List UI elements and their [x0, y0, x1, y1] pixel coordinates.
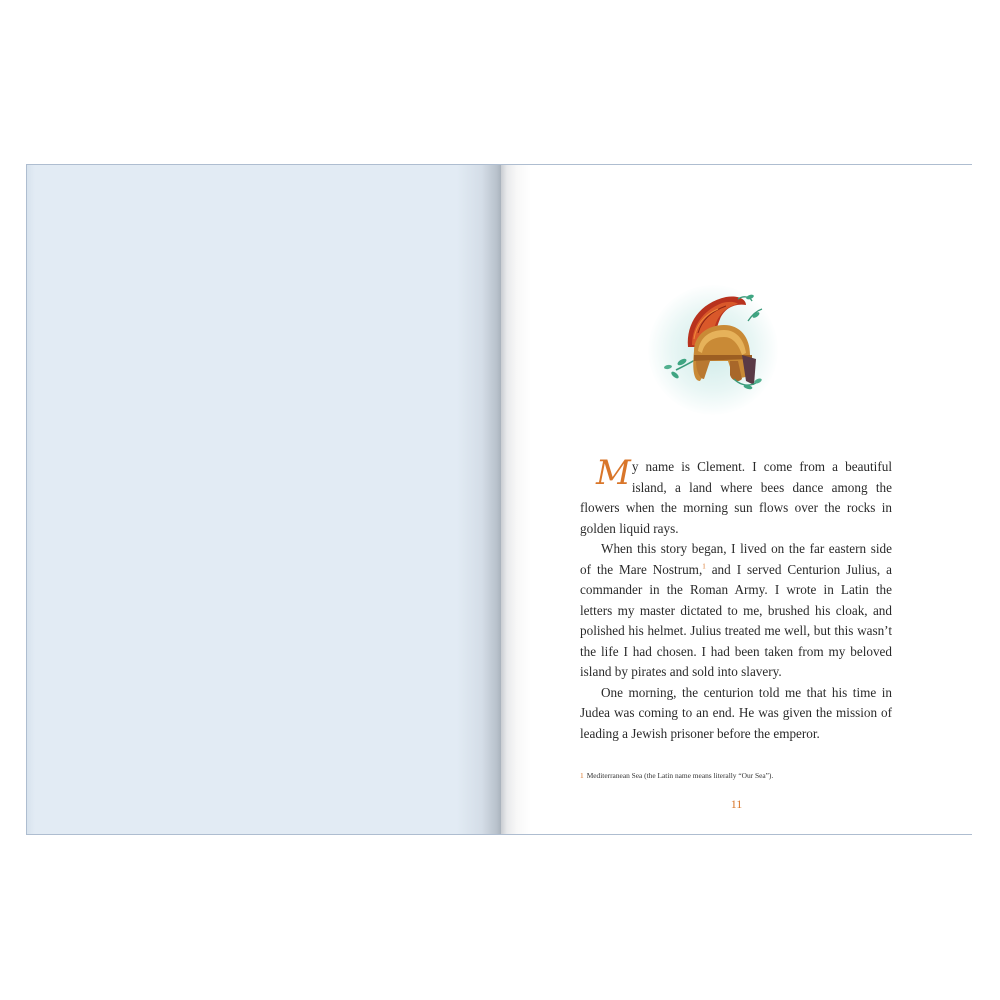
footnote-text: Mediterranean Sea (the Latin name means literally “Our Sea”).: [586, 771, 774, 780]
left-page-blank: [27, 165, 501, 834]
paragraph-2-text-b: and I served Centurion Julius, a commander in the Roman Army. I wrote in Latin the letters my master dictated to me, brushed his cloak, and polished his helmet. Julius treated me well, but this wasn’t the life I had chosen. I had been taken from my beloved island by pirates and sold into slavery.: [580, 561, 893, 679]
paragraph-3: One morning, the centurion told me that his time in Judea was coming to an end. He was given the mission of leading a Jewish prisoner before the emperor.: [580, 684, 892, 741]
story-text: [580, 453, 893, 744]
footnote-reference[interactable]: 1: [702, 562, 706, 571]
paragraph-2-text-a: When this story began, I lived on the far eastern side of the Mare Nostrum,: [580, 541, 892, 577]
paragraph-2: [580, 539, 892, 683]
chapter-illustration: [638, 275, 788, 425]
drop-cap: M: [596, 453, 631, 493]
paragraph-1-text: y name is Clement. I come from a beautiful island, a land where bees dance among the flowers when the morning sun flows over the rocks in golden liquid rays.: [580, 459, 892, 536]
right-page: [501, 165, 972, 834]
roman-helmet-icon: [638, 275, 788, 425]
footnote-number: 1: [580, 771, 584, 780]
paragraph-1: [580, 453, 892, 539]
page-number: 11: [730, 797, 743, 811]
footnote: [580, 771, 900, 780]
open-book: [26, 164, 972, 835]
